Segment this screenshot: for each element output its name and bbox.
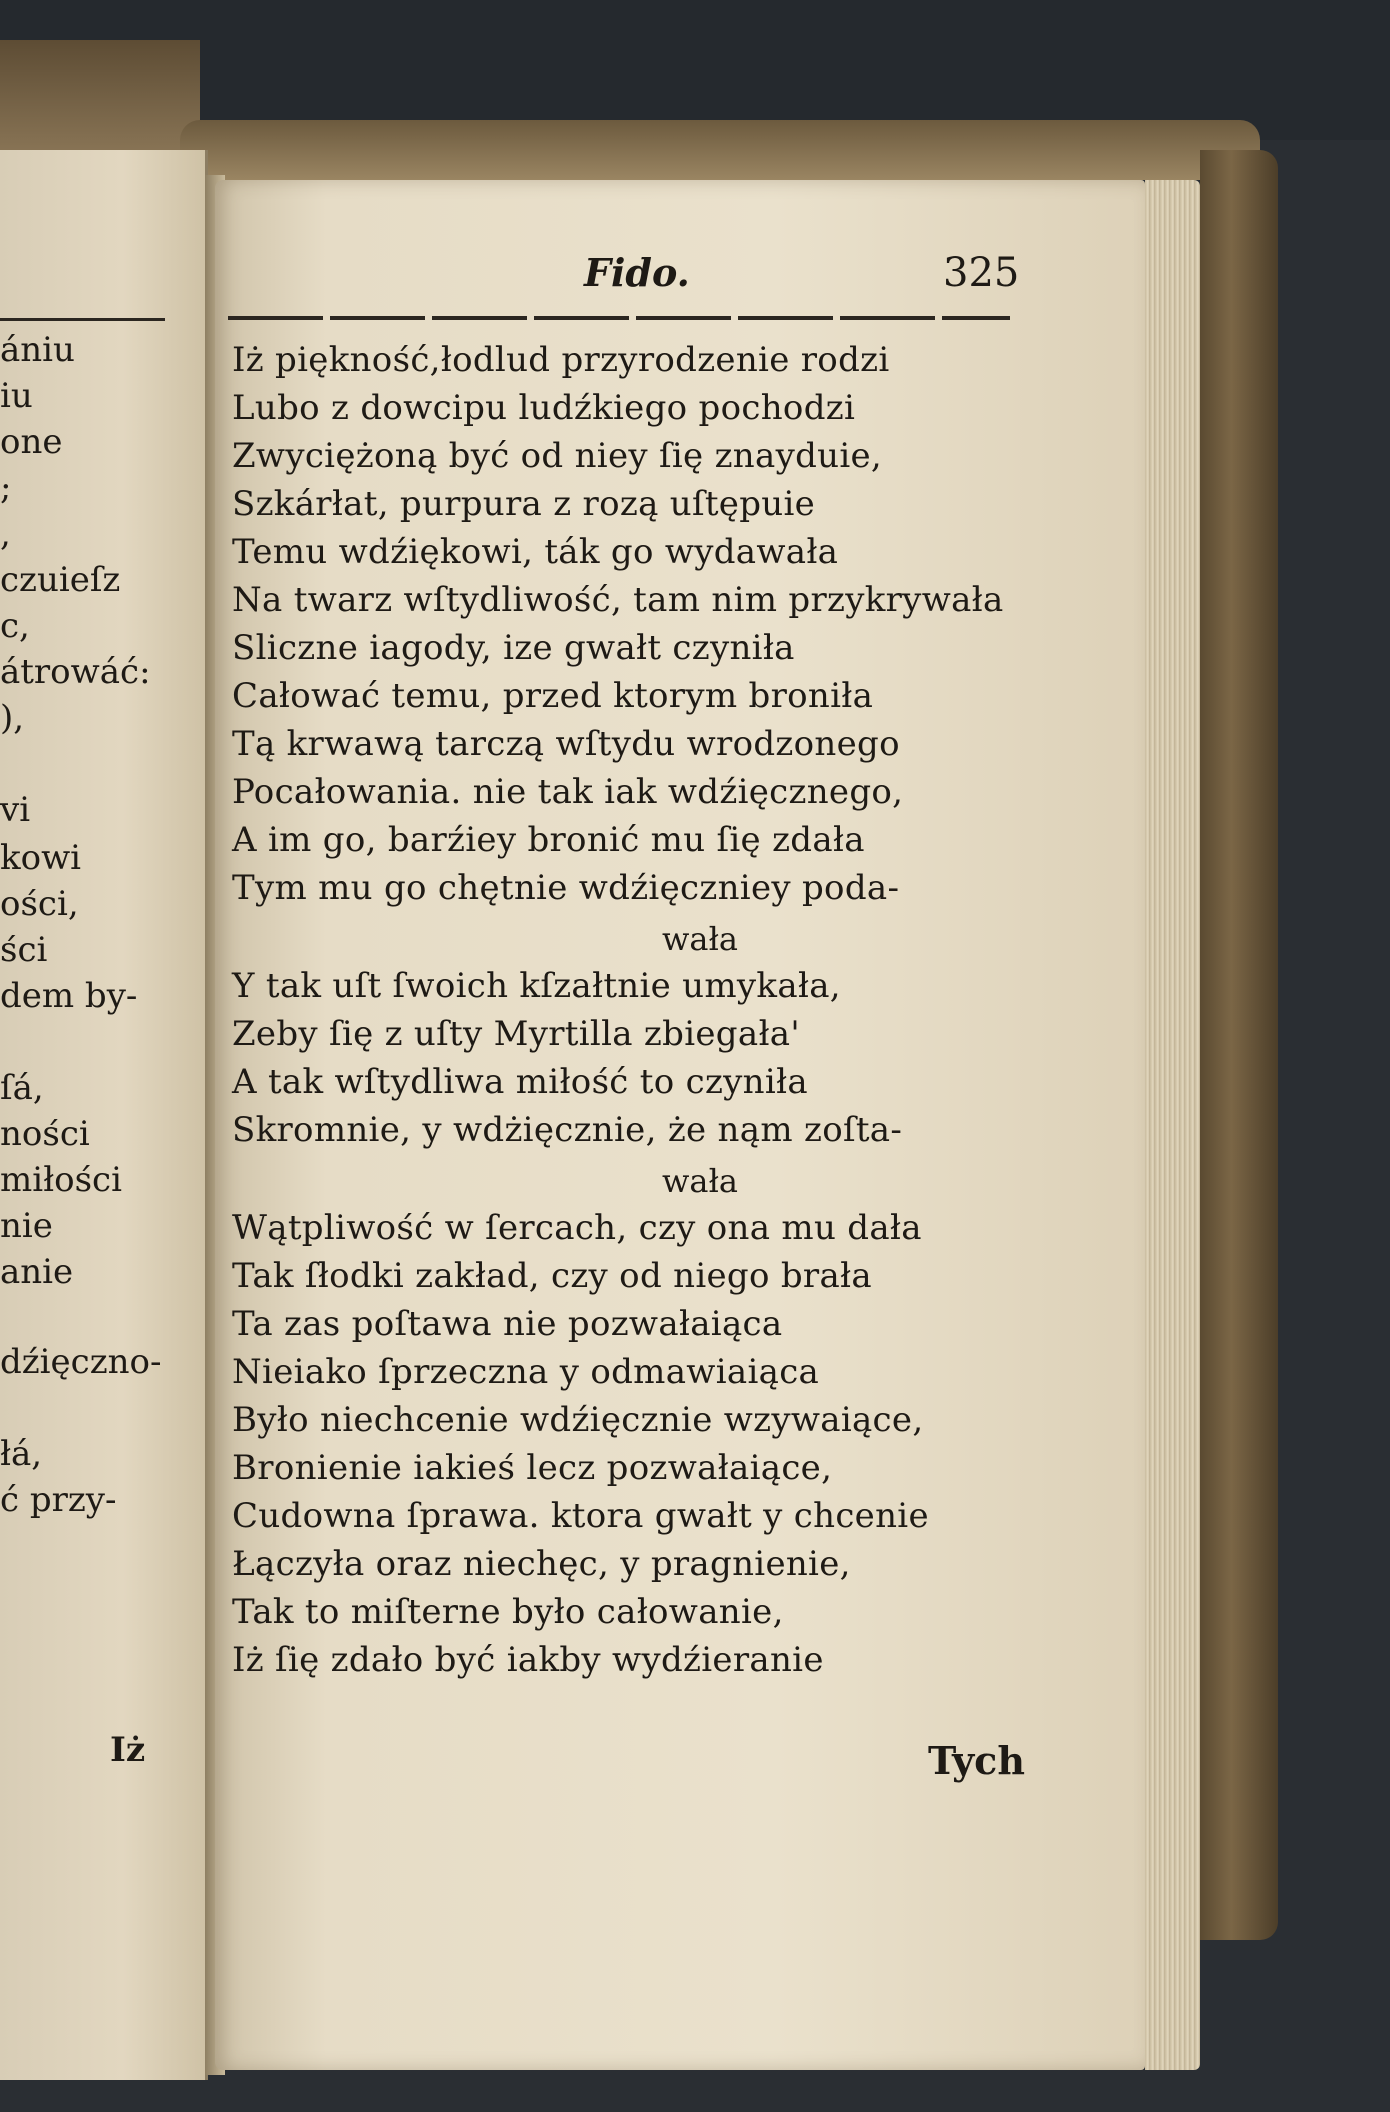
verse-line: Y tak uſt ſwoich kſzałtnie umykała, [232, 966, 841, 1006]
verse-line: Pocałowania. nie tak iak wdźięcznego, [232, 772, 904, 812]
left-line-fragment: anie [0, 1252, 74, 1292]
left-line-fragment: dem by- [0, 976, 138, 1016]
verse-line: Zeby ſię z uſty Myrtilla zbiegała' [232, 1014, 800, 1054]
verse-line: Tą krwawą tarczą wſtydu wrodzonego [232, 724, 900, 764]
left-line-fragment: dźięczno- [0, 1342, 162, 1382]
verse-line: Było niechcenie wdźięcznie wzywaiące, [232, 1400, 924, 1440]
running-head: Fido. [584, 250, 690, 295]
left-line-fragment: ści [0, 930, 48, 970]
left-line-fragment: vi [0, 790, 31, 830]
verse-line: Iż piękność,łodlud przyrodzenie rodzi [232, 340, 890, 380]
verse-line: Tak ſłodki zakład, czy od niego brała [232, 1256, 872, 1296]
left-header-rule [0, 318, 165, 321]
left-line-fragment: nie [0, 1206, 53, 1246]
left-page [0, 150, 208, 2080]
verse-line: Temu wdźiękowi, ták go wydawała [232, 532, 839, 572]
left-line-fragment: czuieſz [0, 560, 121, 600]
verse-line: Bronienie iakieś lecz pozwałaiące, [232, 1448, 833, 1488]
left-line-fragment: ć przy- [0, 1480, 117, 1520]
verse-line: Iż ſię zdało być iakby wydźieranie [232, 1640, 824, 1680]
page-number: 325 [943, 250, 1020, 296]
verse-line: Całować temu, przed ktorym broniła [232, 676, 874, 716]
verse-line: A tak wſtydliwa miłość to czyniła [232, 1062, 808, 1102]
verse-line: Skromnie, y wdżięcznie, że nąm zoſta- [232, 1110, 903, 1150]
header-rule [228, 316, 1010, 320]
left-line-fragment: miłości [0, 1160, 122, 1200]
backdrop [0, 0, 1390, 140]
verse-line: Nieiako ſprzeczna y odmawiaiąca [232, 1352, 820, 1392]
book-cover-right-edge [1200, 150, 1278, 1940]
left-line-fragment: ), [0, 698, 25, 738]
verse-line: Cudowna ſprawa. ktora gwałt y chcenie [232, 1496, 929, 1536]
left-line-fragment: ſá, [0, 1068, 44, 1108]
left-line-fragment: łá, [0, 1434, 43, 1474]
verse-line: Lubo z dowcipu ludźkiego pochodzi [232, 388, 856, 428]
catchword: Tych [928, 1738, 1025, 1783]
verse-line: Tak to miſterne było całowanie, [232, 1592, 784, 1632]
verse-line: Tym mu go chętnie wdźięczniey poda- [232, 868, 900, 908]
left-line-fragment: ości, [0, 884, 79, 924]
left-catchword: Iż [110, 1730, 146, 1770]
page-edges [1145, 180, 1200, 2070]
verse-line: Łączyła oraz niechęc, y pragnienie, [232, 1544, 851, 1584]
left-line-fragment: iu [0, 376, 33, 416]
left-line-fragment: one [0, 422, 63, 462]
left-line-fragment: ániu [0, 330, 75, 370]
left-line-fragment: kowi [0, 838, 82, 878]
left-line-fragment: átrowáć: [0, 652, 151, 692]
verse-line: Zwyciężoną być od niey ſię znayduie, [232, 436, 883, 476]
verse-line: Szkárłat, purpura z rozą uſtępuie [232, 484, 816, 524]
left-line-fragment: , [0, 514, 11, 554]
verse-line: Sliczne iagody, ize gwałt czyniła [232, 628, 795, 668]
verse-line: Ta zas poſtawa nie pozwałaiąca [232, 1304, 783, 1344]
verse-turnover: wała [662, 1162, 738, 1200]
left-line-fragment: ności [0, 1114, 90, 1154]
verse-line: A im go, barźiey bronić mu ſię zdała [232, 820, 865, 860]
book-cover-top [180, 120, 1260, 180]
left-line-fragment: c, [0, 606, 30, 646]
verse-line: Na twarz wſtydliwość, tam nim przykrywała [232, 580, 1004, 620]
left-line-fragment: ; [0, 468, 12, 508]
verse-turnover: wała [662, 920, 738, 958]
verse-line: Wątpliwość w ſercach, czy ona mu dała [232, 1208, 922, 1248]
